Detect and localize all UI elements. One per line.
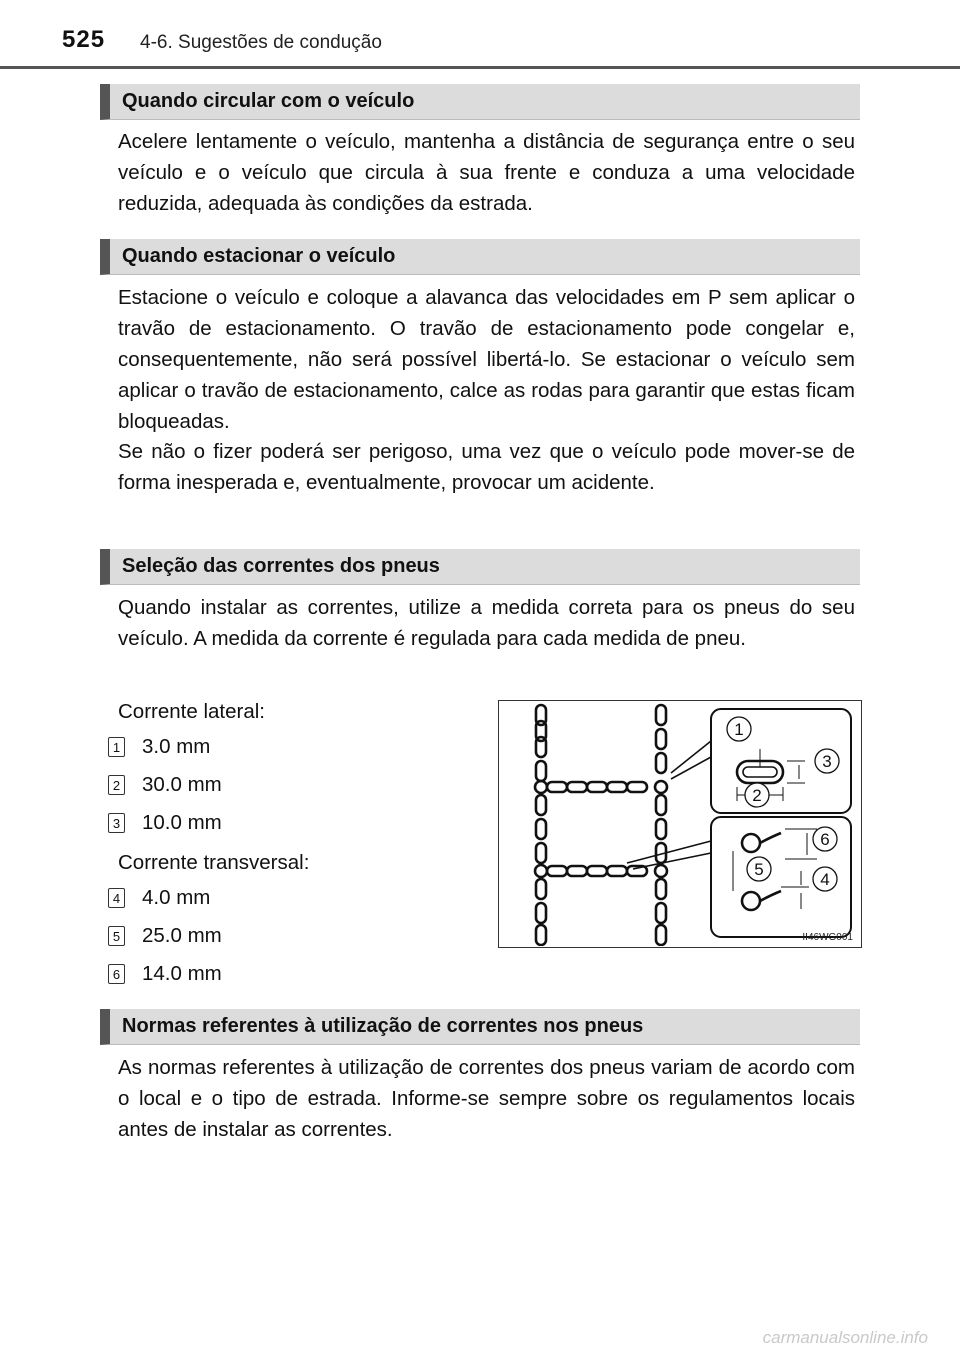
section-title: Seleção das correntes dos pneus [122, 555, 440, 577]
spec-item [108, 886, 210, 910]
section-paragraph: Se não o fizer poderá ser perigoso, uma vez que o veículo pode mover-se de forma inesperada e, eventualmente, provocar um acidente. [118, 440, 855, 494]
cross-chain-upper [535, 781, 667, 793]
spec-item [108, 773, 222, 797]
callout-6: 6 [820, 830, 830, 849]
spec-item [108, 811, 222, 835]
footer-watermark: carmanualsonline.info [762, 1328, 928, 1347]
chapter-title: 4-6. Sugestões de condução [140, 32, 382, 53]
spec-number-badge: 4 [108, 888, 125, 908]
section-paragraph: Estacione o veículo e coloque a alavanca das velocidades em P sem aplicar o travão de estacionamento. O travão de estacionamento pode congelar e, consequentemente, não será possível libertá-lo. Se estacionar o veículo sem aplicar o travão de estacionamento, calce as rodas para garantir que estas ficam bloqueadas. [118, 286, 855, 433]
callout-3: 3 [822, 752, 832, 771]
spec-number-badge: 2 [108, 775, 125, 795]
spec-number-badge: 5 [108, 926, 125, 946]
tire-chain-illustration [499, 701, 860, 946]
side-chain-left [536, 705, 546, 945]
spec-value: 4.0 mm [142, 886, 211, 909]
header-rule [0, 66, 960, 69]
spec-item [108, 924, 222, 948]
pointer-line-upper [671, 741, 711, 779]
tire-chain-figure [498, 700, 862, 948]
spec-item [108, 735, 210, 759]
spec-value: 14.0 mm [142, 962, 222, 985]
section-title: Quando circular com o veículo [122, 90, 415, 112]
callout-5: 5 [754, 860, 764, 879]
section-title: Normas referentes à utilização de correntes nos pneus [122, 1015, 644, 1037]
cross-chain-label: Corrente transversal: [118, 851, 310, 874]
callout-1: 1 [734, 720, 744, 739]
spec-value: 10.0 mm [142, 811, 222, 834]
spec-number-badge: 1 [108, 737, 125, 757]
section-heading [100, 549, 860, 585]
callout-2: 2 [752, 786, 762, 805]
section-title: Quando estacionar o veículo [122, 245, 396, 267]
spec-number-badge: 6 [108, 964, 125, 984]
side-chain-label: Corrente lateral: [118, 700, 265, 723]
figure-code: II46WG001 [802, 932, 853, 943]
section-heading [100, 239, 860, 275]
spec-item [108, 962, 222, 986]
page-number: 525 [62, 26, 106, 53]
spec-number-badge: 3 [108, 813, 125, 833]
callout-4: 4 [820, 870, 830, 889]
section-paragraph: Quando instalar as correntes, utilize a medida correta para os pneus do seu veículo. A medida da corrente é regulada para cada medida de pneu. [118, 596, 855, 650]
spec-value: 30.0 mm [142, 773, 222, 796]
section-heading [100, 1009, 860, 1045]
section-paragraph: Acelere lentamente o veículo, mantenha a distância de segurança entre o seu veículo e o veículo que circula à sua frente e conduza a uma velocidade reduzida, adequada às condições da estrada. [118, 130, 855, 215]
section-paragraph: As normas referentes à utilização de correntes dos pneus variam de acordo com o local e o tipo de estrada. Informe-se sempre sobre os regulamentos locais antes de instalar as correntes. [118, 1056, 855, 1141]
section-heading [100, 84, 860, 120]
spec-value: 25.0 mm [142, 924, 222, 947]
side-chain-right [656, 705, 666, 945]
spec-value: 3.0 mm [142, 735, 211, 758]
